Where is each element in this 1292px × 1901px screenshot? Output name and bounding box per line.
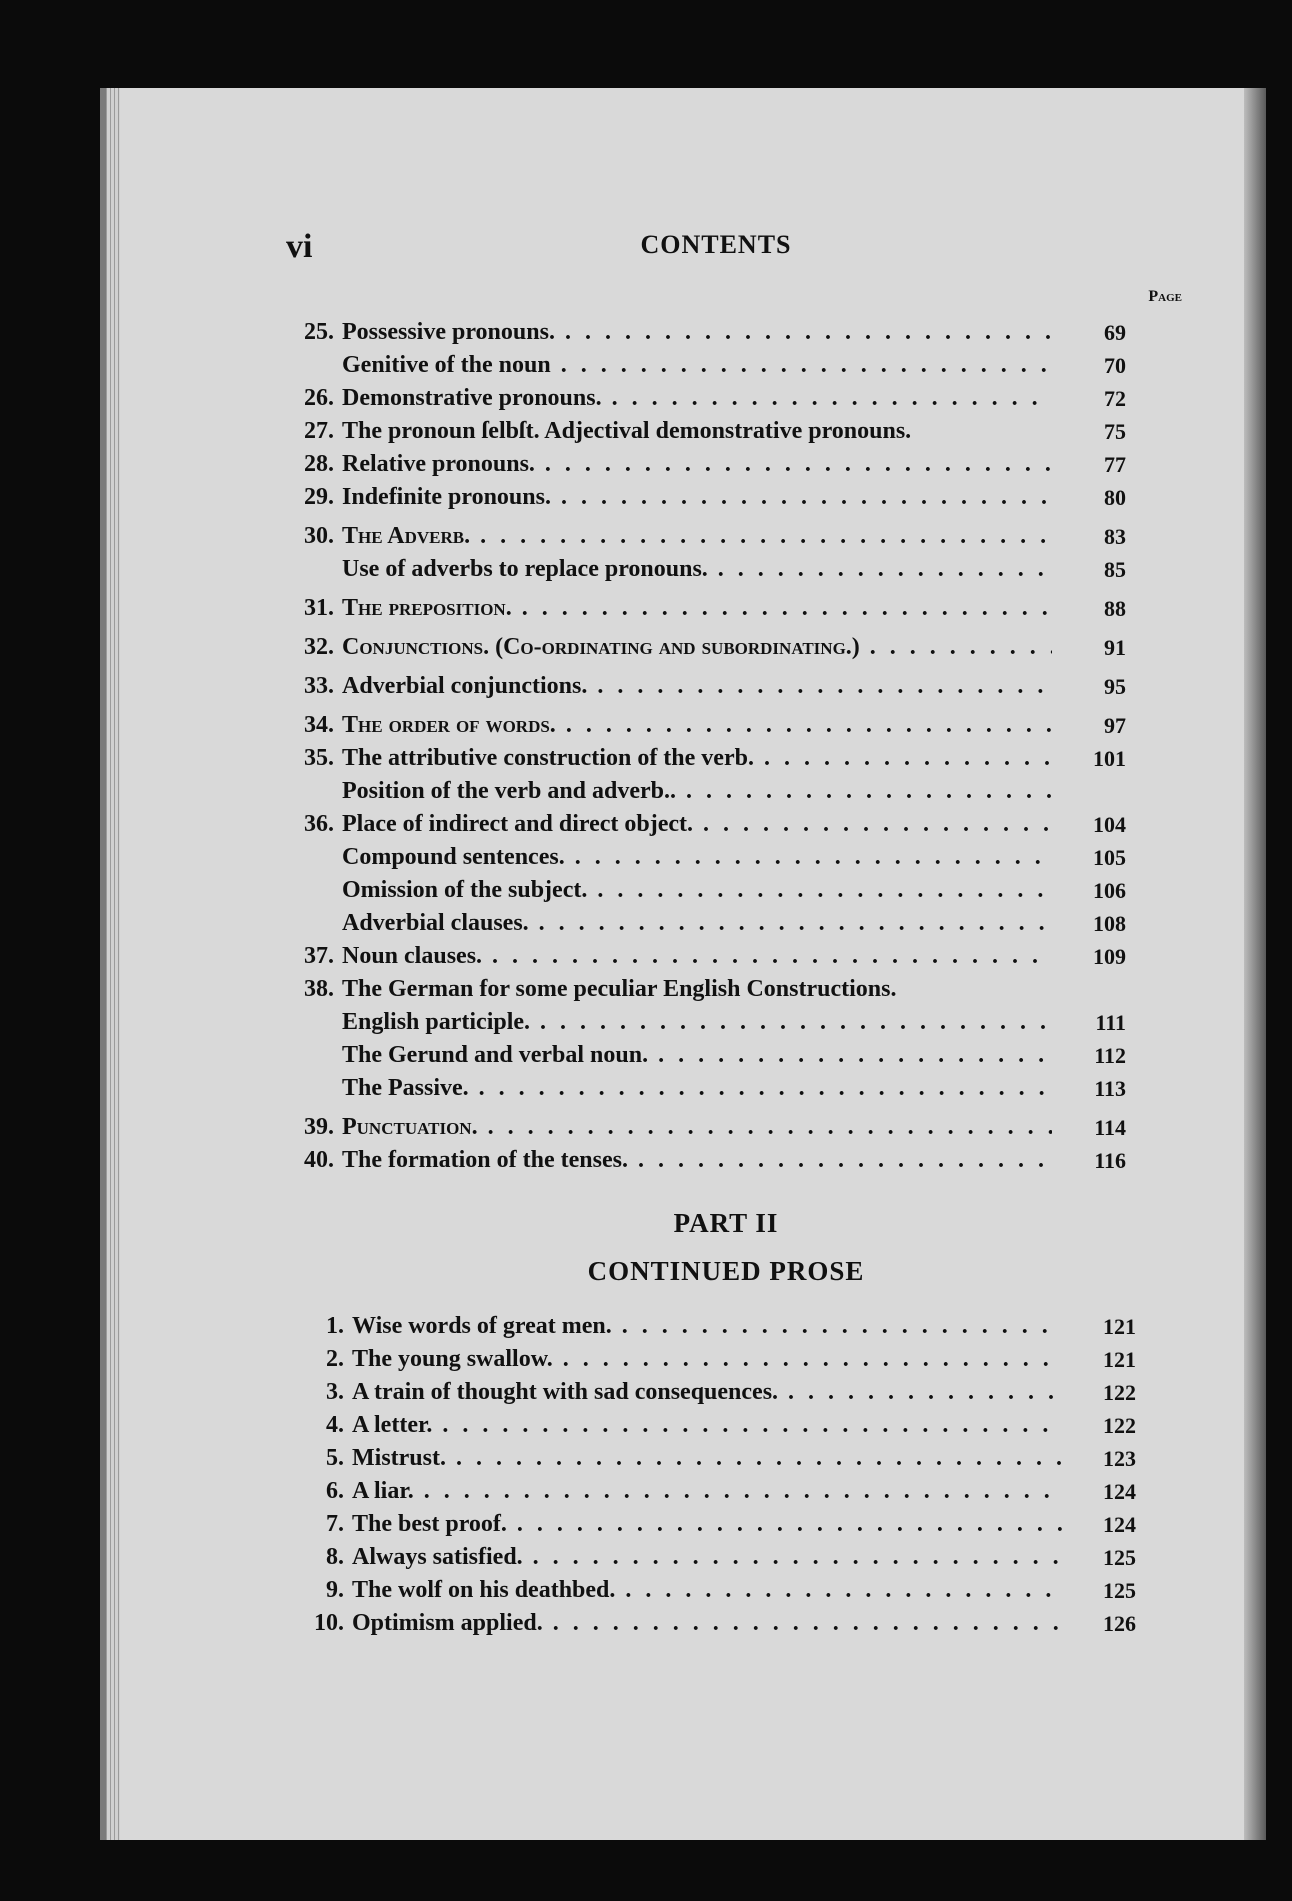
entry-number: 2. xyxy=(326,1346,344,1372)
entry-page-number: 125 xyxy=(1103,1545,1136,1570)
part-title: PART II xyxy=(673,1208,779,1238)
entry-page-number: 111 xyxy=(1095,1010,1126,1035)
entry-title: English participle. . . . xyxy=(342,1006,1052,1039)
toc-entry xyxy=(286,874,1126,907)
entry-title: Use of adverbs to replace pronouns. . . . xyxy=(342,553,1052,586)
entry-page-number: 114 xyxy=(1094,1115,1126,1140)
entry-page-number: 126 xyxy=(1103,1611,1136,1636)
entry-title: The attributive construction of the verb. . . . xyxy=(342,742,1052,775)
entry-page-number: 75 xyxy=(1104,419,1126,444)
binding-edge xyxy=(106,88,120,1840)
entry-number: 35. xyxy=(304,745,334,771)
entry-title: Adverbial conjunctions. . . . xyxy=(342,670,1052,703)
entry-page-number: 112 xyxy=(1094,1043,1126,1068)
entry-page-number: 70 xyxy=(1104,353,1126,378)
toc-entry xyxy=(296,1607,1136,1640)
entry-number: 34. xyxy=(304,712,334,738)
toc-entry xyxy=(286,775,1126,808)
entry-title: The preposition. . . . xyxy=(342,592,1052,625)
toc-entry xyxy=(286,841,1126,874)
entry-number: 7. xyxy=(326,1511,344,1537)
entry-title: Adverbial clauses. . . . xyxy=(342,907,1052,940)
entry-number: 33. xyxy=(304,673,334,699)
entry-number: 3. xyxy=(326,1379,344,1405)
toc-entry xyxy=(286,1111,1126,1144)
entry-title: The Passive. . . . xyxy=(342,1072,1052,1105)
entry-number: 39. xyxy=(304,1114,334,1140)
entry-title: The Gerund and verbal noun. . . . xyxy=(342,1039,1052,1072)
entry-title: Position of the verb and adverb.. . . . xyxy=(342,775,1052,808)
toc-entry xyxy=(286,349,1126,382)
entry-title: Genitive of the noun . . . xyxy=(342,349,1052,382)
toc-entry xyxy=(286,808,1126,841)
toc-entry xyxy=(286,415,1126,448)
entry-page-number: 109 xyxy=(1093,944,1126,969)
entry-page-number: 85 xyxy=(1104,557,1126,582)
entry-title: Compound sentences. . . . xyxy=(342,841,1052,874)
entry-title: Mistrust. . . . xyxy=(352,1442,1062,1475)
toc-entry xyxy=(286,1144,1126,1177)
entry-page-number: 88 xyxy=(1104,596,1126,621)
entry-title: The pronoun ſelbſt. Adjectival demonstrative pronouns. xyxy=(342,418,912,444)
entry-number: 29. xyxy=(304,484,334,510)
entry-title: The best proof. . . . xyxy=(352,1508,1062,1541)
toc-entry xyxy=(296,1508,1136,1541)
entry-number: 4. xyxy=(326,1412,344,1438)
entry-number: 38. xyxy=(304,976,334,1002)
entry-number: 25. xyxy=(304,319,334,345)
entry-title: A train of thought with sad consequences. . . . xyxy=(352,1376,1062,1409)
toc-entry xyxy=(286,316,1126,349)
entry-page-number: 121 xyxy=(1103,1314,1136,1339)
entry-page-number: 122 xyxy=(1103,1380,1136,1405)
entry-title: A letter. . . . xyxy=(352,1409,1062,1442)
entry-page-number: 97 xyxy=(1104,713,1126,738)
toc-entry xyxy=(286,631,1126,664)
toc-entry xyxy=(286,742,1126,775)
entry-page-number: 95 xyxy=(1104,674,1126,699)
toc-entry xyxy=(286,940,1126,973)
entry-number: 32. xyxy=(304,634,334,660)
toc-entry xyxy=(296,1343,1136,1376)
toc-entry xyxy=(286,1072,1126,1105)
entry-title: Place of indirect and direct object. . . . xyxy=(342,808,1052,841)
entry-number: 36. xyxy=(304,811,334,837)
entry-page-number: 104 xyxy=(1093,812,1126,837)
entry-title: Optimism applied. . . . xyxy=(352,1607,1062,1640)
entry-number: 30. xyxy=(304,523,334,549)
entry-number: 31. xyxy=(304,595,334,621)
entry-number: 37. xyxy=(304,943,334,969)
entry-title: Demonstrative pronouns. . . . xyxy=(342,382,1052,415)
entry-number: 26. xyxy=(304,385,334,411)
toc-entry xyxy=(286,448,1126,481)
entry-page-number: 125 xyxy=(1103,1578,1136,1603)
entry-title: Possessive pronouns. . . . xyxy=(342,316,1052,349)
entry-page-number: 116 xyxy=(1094,1148,1126,1173)
entry-title: Punctuation. . . . xyxy=(342,1111,1052,1144)
toc-entry xyxy=(286,709,1126,742)
toc-entry xyxy=(286,670,1126,703)
entry-page-number: 77 xyxy=(1104,452,1126,477)
entry-page-number: 123 xyxy=(1103,1446,1136,1471)
entry-title: The Adverb. . . . xyxy=(342,520,1052,553)
entry-number: 1. xyxy=(326,1313,344,1339)
toc-entry xyxy=(296,1442,1136,1475)
entry-number: 8. xyxy=(326,1544,344,1570)
toc-entry xyxy=(296,1409,1136,1442)
entry-title: The wolf on his deathbed. . . . xyxy=(352,1574,1062,1607)
entry-page-number: 69 xyxy=(1104,320,1126,345)
toc-entry xyxy=(296,1541,1136,1574)
entry-number: 28. xyxy=(304,451,334,477)
entry-page-number: 72 xyxy=(1104,386,1126,411)
entry-page-number: 124 xyxy=(1103,1479,1136,1504)
page-folio: vi xyxy=(286,228,313,265)
entry-page-number: 122 xyxy=(1103,1413,1136,1438)
entry-title: The order of words. . . . xyxy=(342,709,1052,742)
toc-entry xyxy=(286,1006,1126,1039)
entry-title: Conjunctions. (Co-ordinating and subordinating.) . . . xyxy=(342,631,1052,664)
toc-part-two xyxy=(296,1310,1136,1640)
entry-page-number: 106 xyxy=(1093,878,1126,903)
entry-page-number: 83 xyxy=(1104,524,1126,549)
entry-page-number: 113 xyxy=(1094,1076,1126,1101)
entry-title: Always satisfied. . . . xyxy=(352,1541,1062,1574)
entry-title: The young swallow. . . . xyxy=(352,1343,1062,1376)
entry-number: 10. xyxy=(314,1610,344,1636)
entry-number: 40. xyxy=(304,1147,334,1173)
entry-page-number: 91 xyxy=(1104,635,1126,660)
entry-page-number: 80 xyxy=(1104,485,1126,510)
entry-title: The German for some peculiar English Constructions. xyxy=(342,976,897,1002)
entry-number: 9. xyxy=(326,1577,344,1603)
section-title: CONTINUED PROSE xyxy=(587,1256,865,1286)
toc-entry xyxy=(296,1574,1136,1607)
entry-title: Wise words of great men. . . . xyxy=(352,1310,1062,1343)
toc-entry xyxy=(286,592,1126,625)
toc-entry xyxy=(286,973,1126,1006)
toc-entry xyxy=(286,907,1126,940)
toc-entry xyxy=(286,1039,1126,1072)
entry-title: Relative pronouns. . . . xyxy=(342,448,1052,481)
entry-page-number: 101 xyxy=(1093,746,1126,771)
toc-entry xyxy=(286,520,1126,553)
running-head xyxy=(286,228,1146,268)
entry-page-number: 121 xyxy=(1103,1347,1136,1372)
toc-entry xyxy=(296,1475,1136,1508)
entry-title: Indefinite pronouns. . . . xyxy=(342,481,1052,514)
entry-number: 5. xyxy=(326,1445,344,1471)
book-page xyxy=(100,88,1266,1840)
toc-entry xyxy=(296,1376,1136,1409)
entry-title: Omission of the subject. . . . xyxy=(342,874,1052,907)
entry-number: 27. xyxy=(304,418,334,444)
entry-page-number: 105 xyxy=(1093,845,1126,870)
entry-title: A liar. . . . xyxy=(352,1475,1062,1508)
entry-title: The formation of the tenses. . . . xyxy=(342,1144,1052,1177)
entry-page-number: 124 xyxy=(1103,1512,1136,1537)
entry-number: 6. xyxy=(326,1478,344,1504)
toc-entry xyxy=(286,382,1126,415)
toc-entry xyxy=(296,1310,1136,1343)
contents-title: CONTENTS xyxy=(640,230,792,259)
toc-entry xyxy=(286,553,1126,586)
toc-entry xyxy=(286,481,1126,514)
toc-part-one xyxy=(286,316,1126,1177)
entry-page-number: 108 xyxy=(1093,911,1126,936)
entry-title: Noun clauses. . . . xyxy=(342,940,1052,973)
page-column-label: Page xyxy=(1148,288,1182,305)
